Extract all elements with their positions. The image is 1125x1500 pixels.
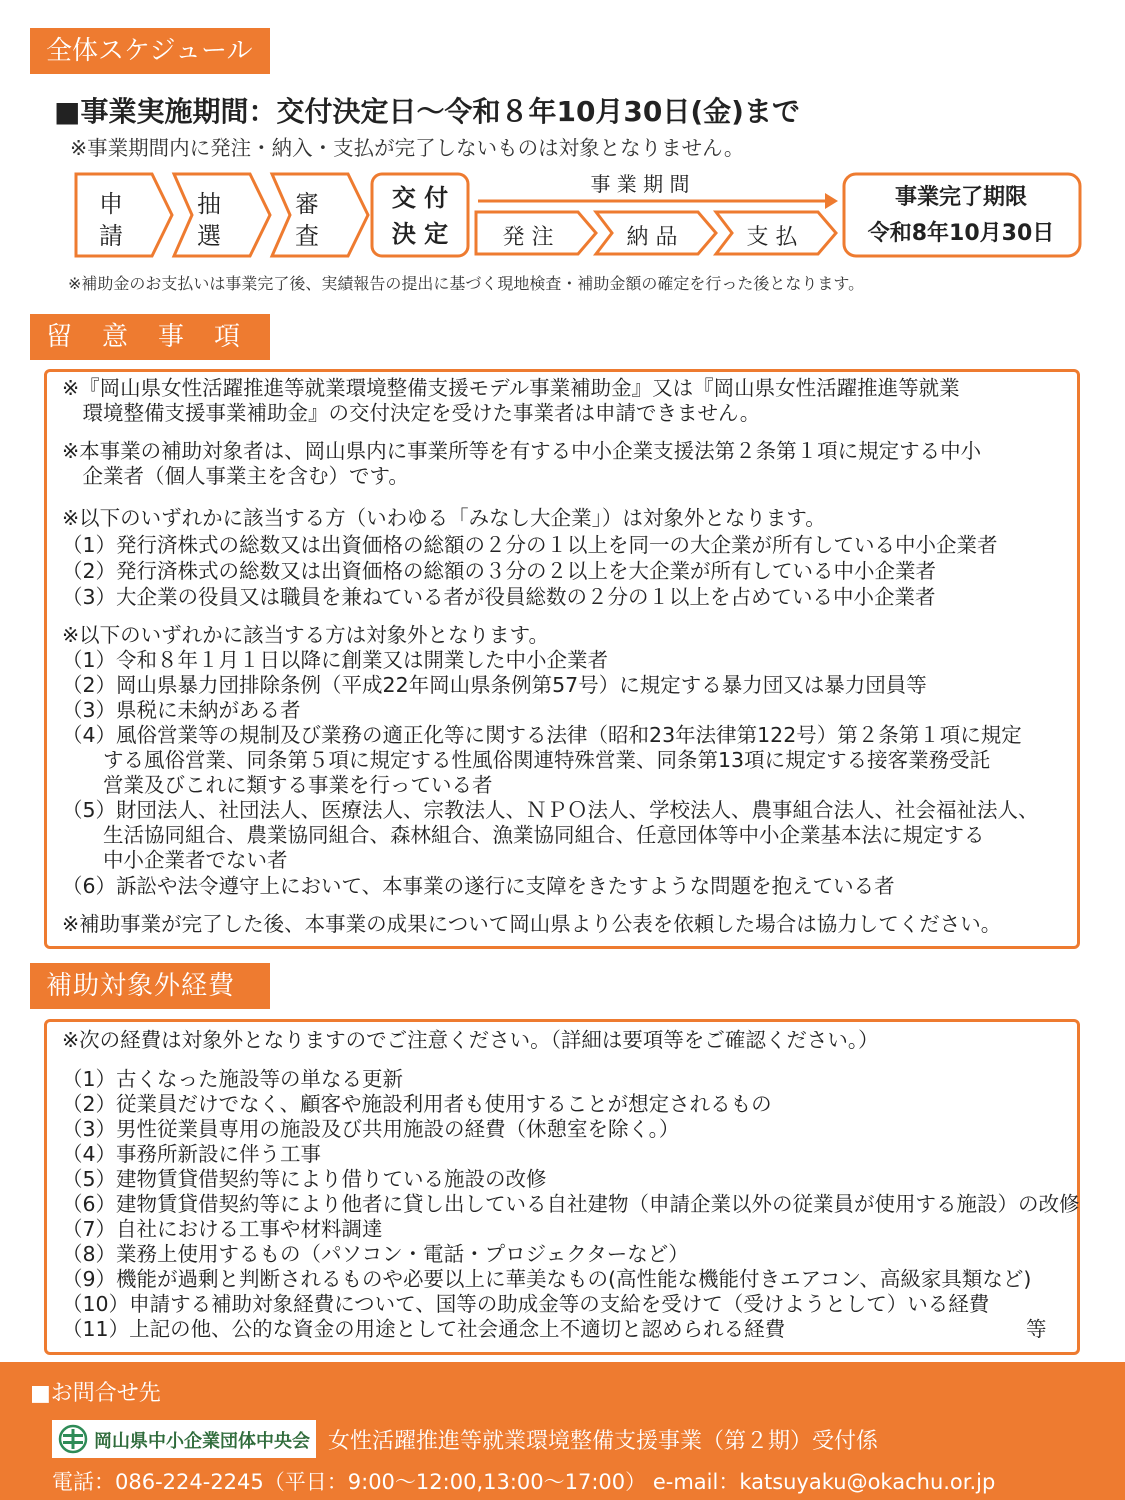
notes-line: ※以下のいずれかに該当する方（いわゆる「みなし大企業」）は対象外となります。 (62, 506, 826, 530)
notes-section-tag: 留 意 事 項 (30, 314, 270, 360)
contact-phone-email[interactable]: 電話：086-224-2245（平日：9:00～12:00,13:00～17:00） e-mail：katsuyaku@okachu.or.jp (52, 1470, 996, 1494)
org-name: 岡山県中小企業団体中央会 (94, 1431, 310, 1452)
contact-heading: ■お問合せ先 (30, 1381, 161, 1406)
step-review-line1: 審 (295, 190, 319, 218)
org-logo (52, 1420, 316, 1458)
excluded-item: （4）事務所新設に伴う工事 (62, 1142, 322, 1166)
excluded-item: （8）業務上使用するもの（パソコン・電話・プロジェクターなど） (62, 1242, 689, 1266)
decision-line2: 決 定 (391, 220, 449, 248)
notes-line: ※以下のいずれかに該当する方は対象外となります。 (62, 623, 550, 647)
step-lottery-line2: 選 (197, 222, 221, 250)
notes-line: ※『岡山県女性活躍推進等就業環境整備支援モデル事業補助金』又は『岡山県女性活躍推進等就業 (62, 376, 960, 400)
excluded-section-tag: 補助対象外経費 (30, 963, 270, 1009)
notes-line: 環境整備支援事業補助金』の交付決定を受けた事業者は申請できません。 (62, 401, 761, 425)
excluded-item: （6）建物賃貸借契約等により他者に貸し出している自社建物（申請企業以外の従業員が使用する施設）の改修 (62, 1192, 1080, 1216)
excluded-intro: ※次の経費は対象外となりますのでご注意ください。（詳細は要項等をご確認ください。） (62, 1028, 879, 1052)
notes-line: （5）財団法人、社団法人、医療法人、宗教法人、ＮＰＯ法人、学校法人、農事組合法人、社会福祉法人、 (62, 798, 1039, 822)
excluded-item: （1）古くなった施設等の単なる更新 (62, 1067, 404, 1091)
step-delivery: 納 品 (626, 225, 678, 250)
payment-note: ※補助金のお支払いは事業完了後、実績報告の提出に基づく現地検査・補助金額の確定を行った後となります。 (68, 274, 865, 293)
period-arrow-head (825, 193, 838, 209)
notes-line: ※補助事業が完了した後、本事業の成果について岡山県より公表を依頼した場合は協力してください。 (62, 912, 1002, 936)
step-order: 発 注 (502, 225, 554, 250)
schedule-section-tag: 全体スケジュール (30, 28, 270, 74)
notes-line: （4）風俗営業等の規制及び業務の適正化等に関する法律（昭和23年法律第122号）第２条第１項に規定 (62, 723, 1022, 747)
notes-line: （2）岡山県暴力団排除条例（平成22年岡山県条例第57号）に規定する暴力団又は暴力団員等 (62, 673, 927, 697)
excluded-item: （3）男性従業員専用の施設及び共用施設の経費（休憩室を除く。） (62, 1117, 680, 1141)
step-review-line2: 査 (295, 222, 319, 250)
contact-footer (0, 1362, 1125, 1500)
step-apply (80, 188, 142, 252)
excluded-item: （2）従業員だけでなく、顧客や施設利用者も使用することが想定されるもの (62, 1092, 772, 1116)
step-apply-line1: 申 (99, 190, 123, 218)
notes-line: （6）訴訟や法令遵守上において、本事業の遂行に支障をきたすような問題を抱えている者 (62, 874, 895, 898)
step-payment: 支 払 (746, 225, 798, 250)
org-emblem-icon (58, 1424, 88, 1454)
step-decision (372, 180, 468, 252)
excluded-item: （5）建物賃貸借契約等により借りている施設の改修 (62, 1167, 547, 1191)
excluded-item: （9）機能が過剰と判断されるものや必要以上に華美なもの(高性能な機能付きエアコン、高級家具類など) (62, 1267, 1032, 1291)
step-apply-line2: 請 (99, 222, 123, 250)
notes-line: （2）発行済株式の総数又は出資価格の総額の３分の２以上を大企業が所有している中小企業者 (62, 559, 937, 583)
decision-line1: 交 付 (391, 184, 449, 212)
period-note: ※事業期間内に発注・納入・支払が完了しないものは対象となりません。 (70, 136, 745, 160)
notes-line: 生活協同組合、農業協同組合、森林組合、漁業協同組合、任意団体等中小企業基本法に規定する (62, 823, 985, 847)
notes-line: ※本事業の補助対象者は、岡山県内に事業所等を有する中小企業支援法第２条第１項に規定する中小 (62, 439, 982, 463)
excluded-item: （10）申請する補助対象経費について、国等の助成金等の支給を受けて（受けようとして）いる経費 (62, 1292, 990, 1316)
deadline-line1: 事業完了期限 (894, 185, 1027, 210)
notes-line: 中小企業者でない者 (62, 848, 288, 872)
notes-line: （1）発行済株式の総数又は出資価格の総額の２分の１以上を同一の大企業が所有している中小企業者 (62, 533, 998, 557)
notes-line: （3）県税に未納がある者 (62, 698, 301, 722)
step-lottery (178, 188, 240, 252)
step-lottery-line1: 抽 (197, 190, 221, 218)
notes-line: （3）大企業の役員又は職員を兼ねている者が役員総数の２分の１以上を占めている中小企業者 (62, 585, 936, 609)
notes-line: する風俗営業、同条第５項に規定する性風俗関連特殊営業、同条第13項に規定する接客業務受託 (62, 748, 991, 772)
step-review (276, 188, 338, 252)
notes-line: 企業者（個人事業主を含む）です。 (62, 464, 409, 488)
notes-line: （1）令和８年１月１日以降に創業又は開業した中小企業者 (62, 648, 609, 672)
period-heading: ■事業実施期間：交付決定日～令和８年10月30日(金)まで (54, 95, 800, 128)
notes-line: 営業及びこれに類する事業を行っている者 (62, 773, 493, 797)
deadline-box (846, 180, 1076, 252)
deadline-line2: 令和8年10月30日 (867, 221, 1055, 246)
excluded-etc: 等 (1026, 1317, 1047, 1341)
period-label: 事 業 期 間 (590, 172, 690, 196)
excluded-item: （7）自社における工事や材料調達 (62, 1217, 383, 1241)
excluded-item: （11）上記の他、公的な資金の用途として社会通念上不適切と認められる経費 (62, 1317, 786, 1341)
contact-department: 女性活躍推進等就業環境整備支援事業（第２期）受付係 (328, 1429, 879, 1454)
